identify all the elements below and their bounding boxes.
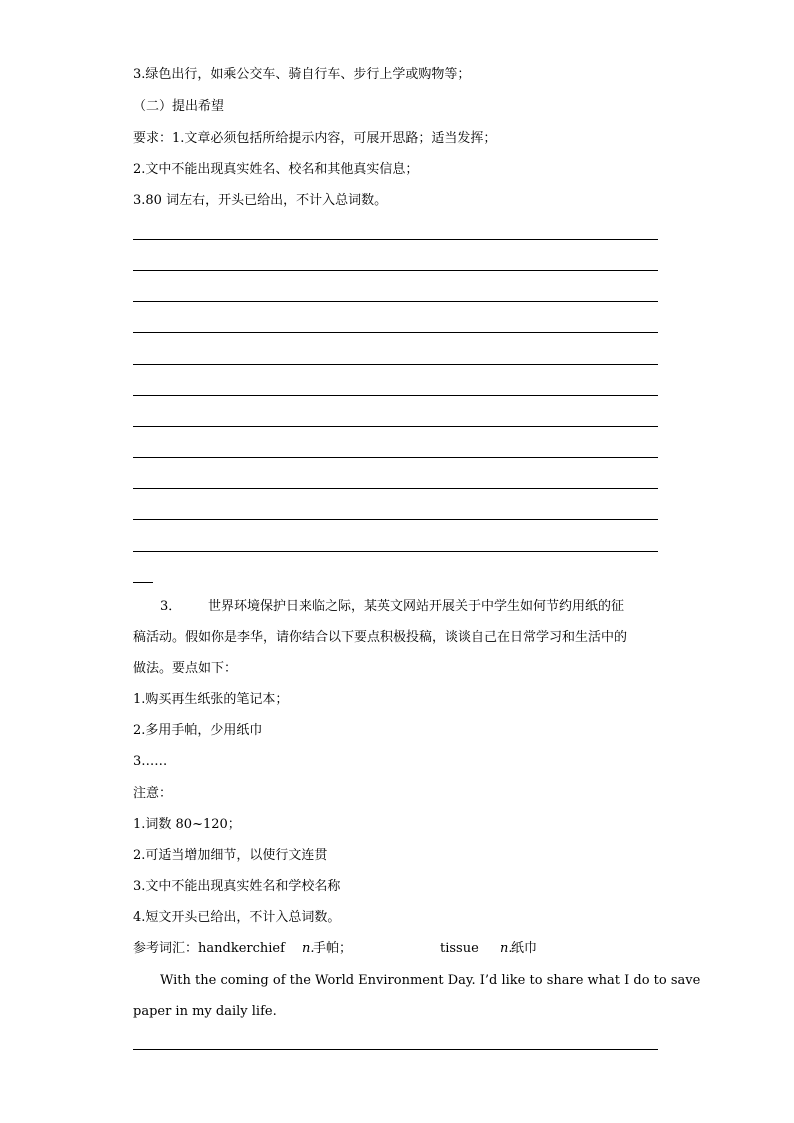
answer-line[interactable] [133,1049,658,1050]
note-3: 3.文中不能出现真实姓名和学校名称 [133,879,341,894]
point-3: 3…… [133,754,168,769]
vocab-pos-2: n. [500,941,513,956]
answer-line[interactable] [133,488,658,489]
vocab-meaning-1: 手帕； [313,941,353,956]
note-2: 2.可适当增加细节，以使行文连贯 [133,848,328,863]
answer-line[interactable] [133,239,658,240]
answer-line[interactable] [133,395,658,396]
point-2: 2.多用手帕，少用纸巾 [133,723,263,738]
note-heading: 注意： [133,786,173,801]
opening-line-2: paper in my daily life. [133,1004,277,1019]
prompt-line-1: 世界环境保护日来临之际，某英文网站开展关于中学生如何节约用纸的征 [208,599,625,614]
heading-hopes: （二）提出希望 [133,99,225,114]
answer-line-end[interactable] [133,582,153,583]
answer-line[interactable] [133,332,658,333]
answer-line[interactable] [133,364,658,365]
vocab-meaning-2: 纸巾 [511,941,538,956]
opening-line-1: With the coming of the World Environment Day. I’d like to share what I do to save [160,973,701,988]
point-1: 1.购买再生纸张的笔记本； [133,692,289,707]
vocab-pos-1: n. [302,941,315,956]
vocab-word-2: tissue [440,941,479,956]
requirement-1: 要求：1.文章必须包括所给提示内容，可展开思路；适当发挥； [133,131,497,146]
requirement-3: 3.80 词左右，开头已给出，不计入总词数。 [133,193,388,208]
prompt-line-2: 稿活动。假如你是李华，请你结合以下要点积极投稿，谈谈自己在日常学习和生活中的 [133,630,628,645]
item-3-green-travel: 3.绿色出行，如乘公交车、骑自行车、步行上学或购物等； [133,67,471,82]
vocab-label: 参考词汇：handkerchief [133,941,285,956]
prompt-line-3: 做法。要点如下： [133,661,238,676]
answer-line[interactable] [133,551,658,552]
question-number: 3． [160,599,182,614]
answer-line[interactable] [133,426,658,427]
note-1: 1.词数 80~120； [133,817,241,832]
note-4: 4.短文开头已给出，不计入总词数。 [133,910,341,925]
requirement-2: 2.文中不能出现真实姓名、校名和其他真实信息； [133,162,419,177]
answer-line[interactable] [133,270,658,271]
answer-line[interactable] [133,519,658,520]
answer-line[interactable] [133,301,658,302]
answer-line[interactable] [133,457,658,458]
